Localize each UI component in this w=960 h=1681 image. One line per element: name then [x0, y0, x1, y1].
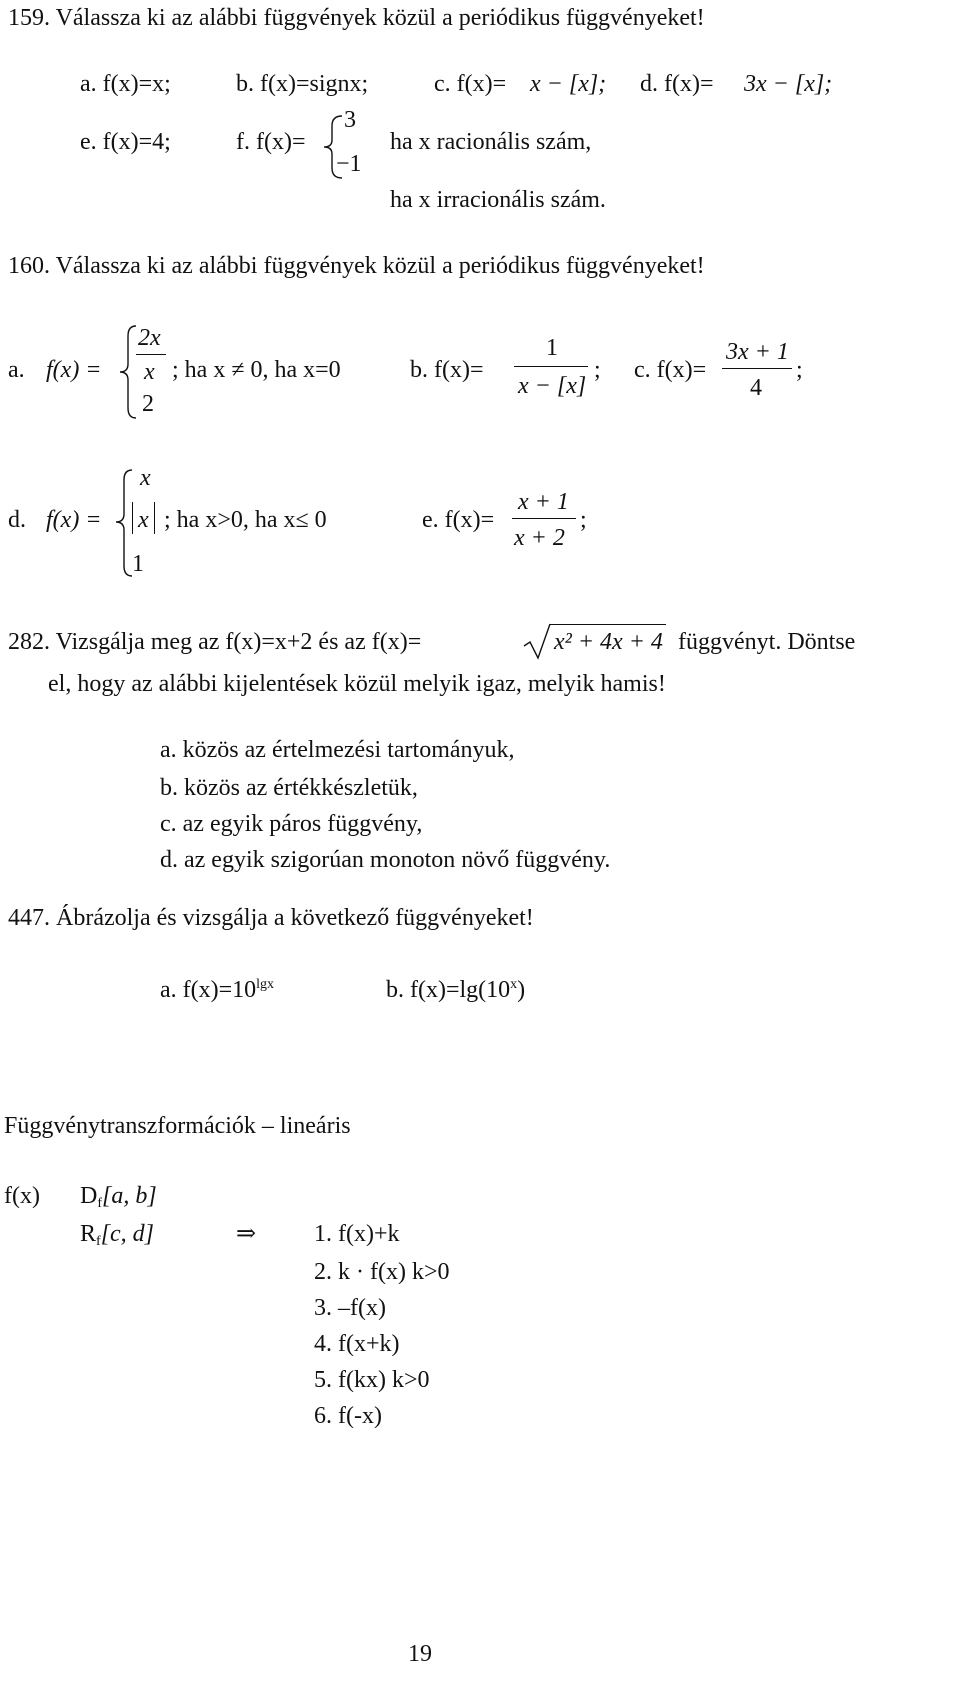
- range-letter: R: [80, 1221, 97, 1247]
- p282-item-b: b. közös az értékkészletük,: [160, 775, 418, 801]
- p160-d-abs-x: x: [138, 507, 149, 533]
- p282-item-d: d. az egyik szigorúan monoton növő függvény.: [160, 847, 611, 873]
- problem-282-sqrt-expr: x² + 4x + 4: [554, 629, 663, 655]
- p159-option-a: a. f(x)=x;: [80, 71, 171, 97]
- p282-item-a: a. közös az értelmezési tartományuk,: [160, 737, 515, 763]
- p160-b-semicolon: ;: [594, 357, 601, 383]
- problem-160-title: 160. Válassza ki az alábbi függvények közül a periódikus függvényeket!: [8, 253, 705, 279]
- p160-a-fraction-bar: [136, 354, 166, 355]
- page-number: 19: [408, 1641, 432, 1667]
- problem-159-title: 159. Válassza ki az alábbi függvények közül a periódikus függvényeket!: [8, 5, 705, 31]
- p159-option-f-prefix: f. f(x)=: [236, 129, 306, 155]
- p159-option-c-prefix: c. f(x)=: [434, 71, 507, 97]
- domain-interval: [a, b]: [102, 1183, 157, 1209]
- p160-c-semicolon: ;: [796, 357, 803, 383]
- p160-c-numerator: 3x + 1: [726, 339, 789, 365]
- p159-option-b: b. f(x)=signx;: [236, 71, 369, 97]
- p159-option-d-prefix: d. f(x)=: [640, 71, 714, 97]
- p447-b-close: ): [517, 977, 526, 1003]
- implies-arrow-icon: ⇒: [236, 1221, 257, 1247]
- transform-fx: f(x): [4, 1183, 40, 1209]
- transform-item-1: 1. f(x)+k: [314, 1221, 400, 1247]
- p160-a-two: 2: [142, 391, 154, 417]
- p160-b-fraction-bar: [514, 366, 588, 367]
- p160-a-label: a.: [8, 357, 25, 383]
- p447-option-b: [386, 978, 525, 1002]
- transform-range: [80, 1222, 154, 1249]
- p160-d-abs-left: [132, 502, 133, 534]
- p159-option-d-expr: 3x − [x];: [744, 71, 833, 97]
- p160-d-condition: ; ha x>0, ha x≤ 0: [164, 507, 327, 533]
- p447-option-a: [160, 978, 274, 1002]
- p160-d-top-x: x: [140, 465, 151, 491]
- p160-a-denominator: x: [144, 359, 155, 385]
- transform-item-6: 6. f(-x): [314, 1403, 382, 1429]
- p282-item-c: c. az egyik páros függvény,: [160, 811, 423, 837]
- transform-item-5: 5. f(kx) k>0: [314, 1367, 430, 1393]
- p160-d-one: 1: [132, 551, 144, 577]
- p159-f-top-value: 3: [344, 107, 356, 133]
- problem-447-title: 447. Ábrázolja és vizsgálja a következő függvényeket!: [8, 905, 534, 931]
- sqrt-overline: [550, 624, 666, 625]
- p159-option-e: e. f(x)=4;: [80, 129, 171, 155]
- transform-item-3: 3. –f(x): [314, 1295, 386, 1321]
- range-interval: [c, d]: [100, 1221, 155, 1247]
- transform-item-4: 4. f(x+k): [314, 1331, 400, 1357]
- domain-subscript: f: [97, 1196, 103, 1211]
- sqrt-radical-icon: [522, 622, 552, 662]
- p160-e-fraction-bar: [512, 518, 576, 519]
- transform-domain: [80, 1184, 157, 1211]
- p159-f-condition-1: ha x racionális szám,: [390, 129, 592, 155]
- p160-c-denominator: 4: [750, 375, 762, 401]
- problem-282-line2: el, hogy az alábbi kijelentések közül melyik igaz, melyik hamis!: [48, 671, 666, 697]
- p159-f-bottom-value: −1: [336, 151, 362, 177]
- p447-a-exponent: lgx: [256, 977, 275, 992]
- p160-d-fx: f(x) =: [46, 507, 102, 533]
- p160-b-numerator: 1: [546, 335, 558, 361]
- domain-letter: D: [80, 1183, 98, 1209]
- p159-f-condition-2: ha x irracionális szám.: [390, 187, 606, 213]
- range-subscript: f: [96, 1234, 101, 1249]
- p160-a-fx: f(x) =: [46, 357, 102, 383]
- p160-d-abs-right: [154, 502, 155, 534]
- p159-option-c-expr: x − [x];: [530, 71, 607, 97]
- p160-e-semicolon: ;: [580, 507, 587, 533]
- p160-a-numerator: 2x: [138, 325, 161, 351]
- p160-b-denominator: x − [x]: [518, 373, 587, 399]
- p160-a-condition: ; ha x ≠ 0, ha x=0: [172, 357, 341, 383]
- transform-heading: Függvénytranszformációk – lineáris: [4, 1113, 351, 1139]
- p447-b-exponent: x: [510, 977, 518, 992]
- p160-c-prefix: c. f(x)=: [634, 357, 707, 383]
- p160-b-prefix: b. f(x)=: [410, 357, 484, 383]
- p447-b-base: b. f(x)=lg(10: [386, 977, 511, 1003]
- p160-e-prefix: e. f(x)=: [422, 507, 495, 533]
- p160-c-fraction-bar: [722, 368, 792, 369]
- p160-e-numerator: x + 1: [518, 489, 569, 515]
- transform-item-2: 2. k · f(x) k>0: [314, 1259, 450, 1285]
- p447-a-base: a. f(x)=10: [160, 977, 257, 1003]
- p160-e-denominator: x + 2: [514, 525, 565, 551]
- problem-282-line1: 282. Vizsgálja meg az f(x)=x+2 és az f(x)=: [8, 629, 422, 655]
- p160-d-label: d.: [8, 507, 26, 533]
- problem-282-line1-end: függvényt. Döntse: [678, 629, 856, 655]
